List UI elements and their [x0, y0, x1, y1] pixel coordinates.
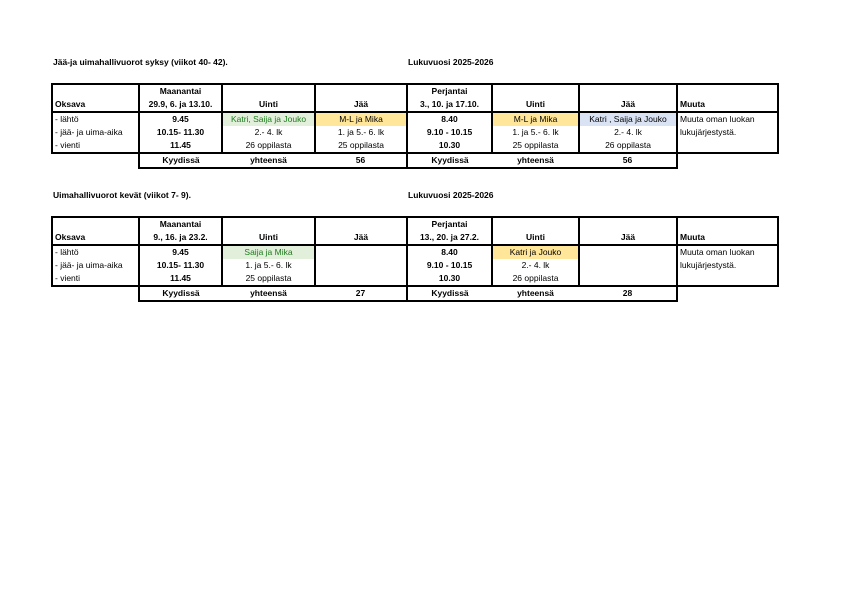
column-header-jaa: Jää: [315, 98, 407, 112]
spring-title: Uimahallivuorot kevät (viikot 7- 9).: [53, 190, 191, 200]
column-header-jaa: Jää: [579, 231, 677, 245]
table-row: - lähtö 9.45 Katri, Saija ja Jouko M-L ja Mika 8.40 M-L ja Mika Katri , Saija ja Jouko Muuta oman luokan: [52, 112, 778, 126]
table-header-top-row: [52, 217, 778, 231]
column-header-monday-dates: 29.9, 6. ja 13.10.: [139, 98, 222, 112]
column-header-uinti: Uinti: [222, 231, 315, 245]
spring-schedule-table: [51, 216, 779, 302]
column-header-oksava: Oksava: [52, 98, 139, 112]
table-row: - vienti 11.45 25 oppilasta 10.30 26 oppilasta: [52, 272, 778, 286]
column-header-muuta: Muuta: [677, 98, 778, 112]
column-header-uinti: Uinti: [222, 98, 315, 112]
column-header-uinti: Uinti: [492, 231, 579, 245]
column-header-muuta: Muuta: [677, 231, 778, 245]
autumn-title: Jää-ja uimahallivuorot syksy (viikot 40- 42).: [53, 57, 228, 67]
total-count: 56: [315, 153, 407, 168]
table-header-top-row: [52, 84, 778, 98]
column-header-uinti: Uinti: [492, 98, 579, 112]
column-header-jaa: Jää: [315, 231, 407, 245]
column-header-jaa: Jää: [579, 98, 677, 112]
column-header-monday-dates: 9., 16. ja 23.2.: [139, 231, 222, 245]
column-header-oksava: Oksava: [52, 231, 139, 245]
table-row: - jää- ja uima-aika 10.15- 11.30 2.- 4. lk 1. ja 5.- 6. lk 9.10 - 10.15 1. ja 5.- 6. lk 2.- 4. lk lukujärjestystä.: [52, 126, 778, 139]
monday-day-label: Maanantai: [139, 84, 222, 98]
table-row: - vienti 11.45 26 oppilasta 25 oppilasta 10.30 25 oppilasta 26 oppilasta: [52, 139, 778, 153]
monday-day-label: Maanantai: [139, 217, 222, 231]
totals-row: Kyydissä yhteensä 27 Kyydissä yhteensä 28: [52, 286, 778, 301]
total-count: 27: [315, 286, 407, 301]
friday-day-label: Perjantai: [407, 217, 492, 231]
totals-row: Kyydissä yhteensä 56 Kyydissä yhteensä 56: [52, 153, 778, 168]
column-header-friday-dates: 3., 10. ja 17.10.: [407, 98, 492, 112]
friday-day-label: Perjantai: [407, 84, 492, 98]
total-count: 28: [579, 286, 677, 301]
table-header-row: [52, 231, 778, 245]
table-header-row: [52, 98, 778, 112]
total-count: 56: [579, 153, 677, 168]
column-header-friday-dates: 13., 20. ja 27.2.: [407, 231, 492, 245]
autumn-school-year: Lukuvuosi 2025-2026: [408, 57, 494, 67]
autumn-schedule-table: [51, 83, 779, 169]
spring-school-year: Lukuvuosi 2025-2026: [408, 190, 494, 200]
table-row: - jää- ja uima-aika 10.15- 11.30 1. ja 5.- 6. lk 9.10 - 10.15 2.- 4. lk lukujärjestystä.: [52, 259, 778, 272]
table-row: - lähtö 9.45 Saija ja Mika 8.40 Katri ja Jouko Muuta oman luokan: [52, 245, 778, 259]
